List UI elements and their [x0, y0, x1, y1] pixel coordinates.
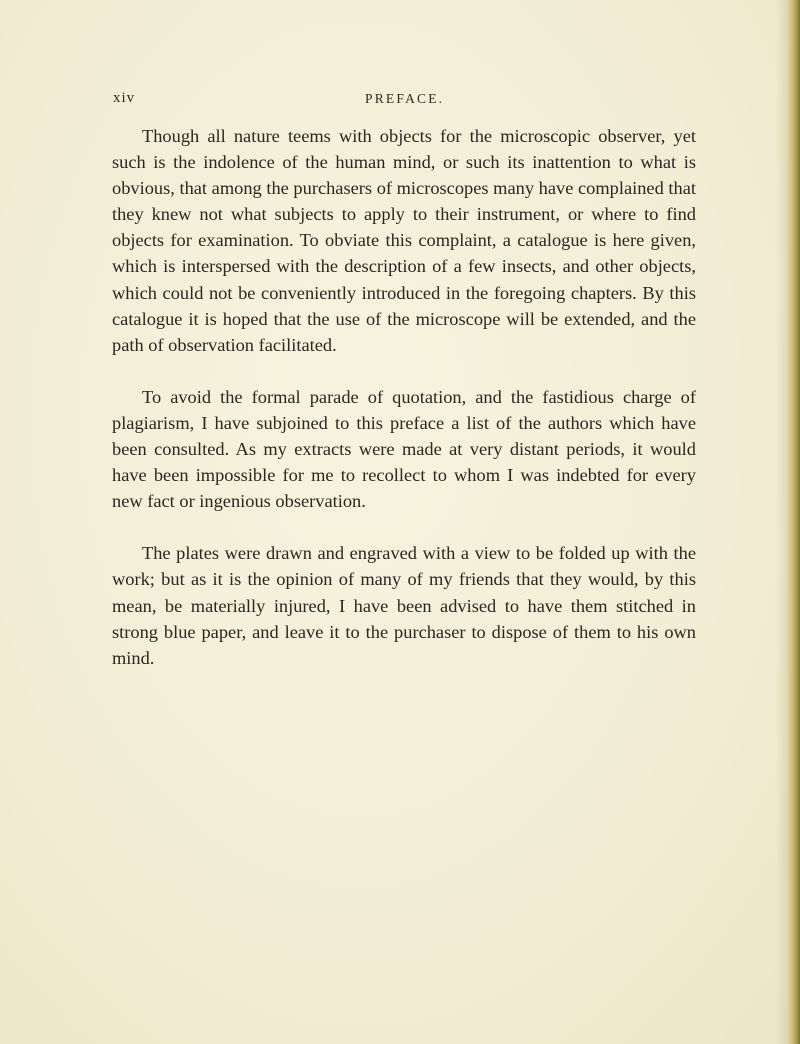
paragraph: To avoid the formal parade of quotation, and the fastidious charge of plagiarism, I have subjoined to this preface a list of the authors which have been consulted. As my extracts were made at very distant periods, it would have been impossible for me to recollect to whom I was indebted for every new fact or ingenious observation.: [112, 386, 696, 512]
page-edge: [786, 0, 800, 1044]
paragraph: The plates were drawn and engraved with a view to be folded up with the work; but as it is the opinion of many of my friends that they would, by this mean, be materially injured, I have been advised to have them stitched in strong blue paper, and leave it to the purchaser to dispose of them to his own mind.: [112, 543, 696, 668]
paragraph: Though all nature teems with objects for the microscopic observer, yet such is the indolence of the human mind, or such its inattention to what is obvious, that among the purchasers of microscopes many have complained that they knew not what subjects to apply to their instrument, or where to find objects for examination. To obviate this complaint, a catalogue is here given, which is interspersed with the description of a few insects, and other objects, which could not be conveniently introduced in the foregoing chapters. By this catalogue it is hoped that the use of the microscope will be extended, and the path of observation facilitated.: [112, 126, 696, 355]
body-text: [112, 123, 696, 697]
page-gutter-shadow: [776, 0, 786, 1044]
page-header: [113, 90, 713, 114]
running-head: PREFACE.: [365, 91, 445, 106]
page-number: xiv: [113, 90, 136, 106]
